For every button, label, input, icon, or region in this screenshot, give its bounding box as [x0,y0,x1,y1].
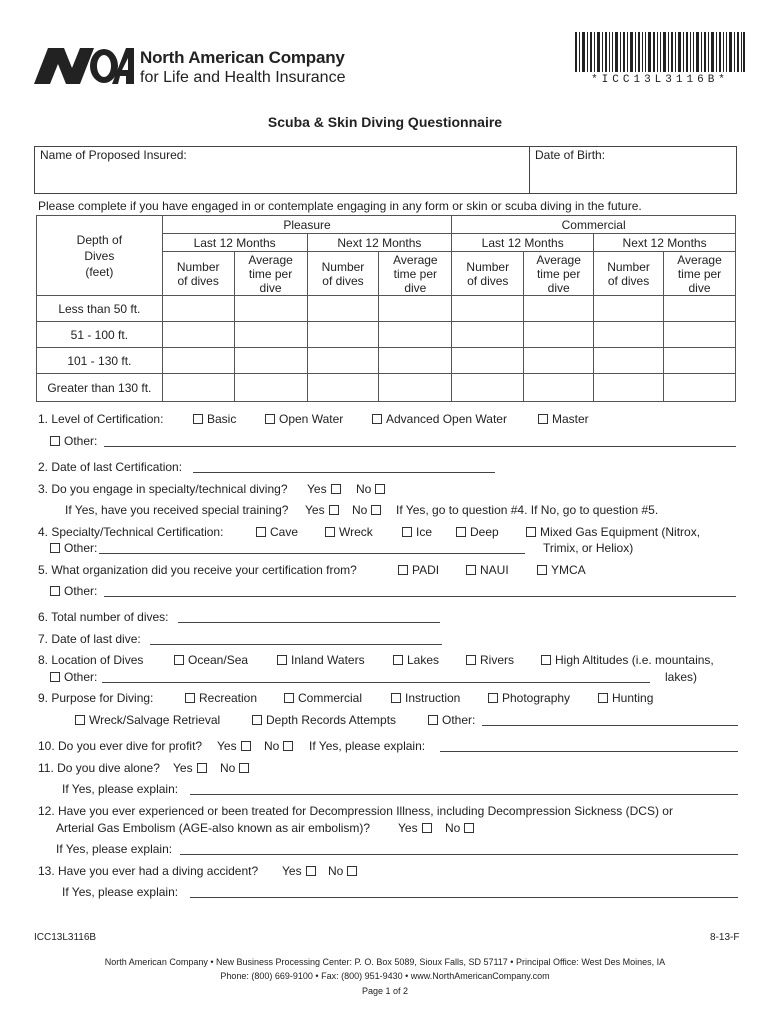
checkbox-icon[interactable] [402,527,412,537]
table-cell[interactable] [452,348,524,374]
q4-other[interactable]: Other: [50,541,97,555]
checkbox-icon[interactable] [598,693,608,703]
table-cell[interactable] [379,296,452,322]
checkbox-icon[interactable] [306,866,316,876]
q8-option-inland[interactable]: Inland Waters [277,653,365,667]
checkbox-icon[interactable] [50,543,60,553]
q12-explain-label: If Yes, please explain: [56,842,173,856]
pleasure-last12-header: Last 12 Months [162,234,307,252]
checkbox-icon[interactable] [456,527,466,537]
q4-option-cave[interactable]: Cave [256,525,298,539]
q7-label: 7. Date of last dive: [38,632,141,646]
q12-no[interactable]: No [445,821,474,835]
checkbox-icon[interactable] [50,586,60,596]
q3-followup-label: If Yes, have you received special training? [65,503,289,517]
q1-other[interactable]: Other: [50,434,97,448]
table-cell[interactable] [379,348,452,374]
table-cell[interactable] [234,348,307,374]
q4-option-deep[interactable]: Deep [456,525,499,539]
form-revision: 8-13-F [710,932,740,943]
checkbox-icon[interactable] [185,693,195,703]
q3-followup-no[interactable]: No [352,503,381,517]
checkbox-icon[interactable] [488,693,498,703]
table-cell[interactable] [452,322,524,348]
commercial-header: Commercial [452,216,736,234]
table-cell[interactable] [307,348,379,374]
q1-label: 1. Level of Certification: [38,412,164,426]
q5-option-naui[interactable]: NAUI [466,563,509,577]
checkbox-icon[interactable] [329,505,339,515]
q9-option-wreck-salvage[interactable]: Wreck/Salvage Retrieval [75,713,220,727]
q10-label: 10. Do you ever dive for profit? [38,739,203,753]
checkbox-icon[interactable] [239,763,249,773]
avg-time-header: Average time per dive [524,252,594,296]
depth-header: Depth of Dives (feet) [37,216,163,296]
table-cell[interactable] [664,374,736,402]
table-cell[interactable] [524,296,594,322]
checkbox-icon[interactable] [277,655,287,665]
table-row-label: 101 - 130 ft. [37,348,163,374]
barcode [575,32,745,72]
table-cell[interactable] [664,322,736,348]
q8-option-altitudes[interactable]: High Altitudes (i.e. mountains, [541,653,714,667]
company-logo [34,46,134,86]
table-cell[interactable] [594,374,664,402]
name-label: Name of Proposed Insured: [40,148,187,162]
table-cell[interactable] [524,322,594,348]
table-cell[interactable] [379,322,452,348]
q6-label: 6. Total number of dives: [38,610,169,624]
q9-other[interactable]: Other: [428,713,475,727]
q4-label: 4. Specialty/Technical Certification: [38,525,224,539]
q8-option-rivers[interactable]: Rivers [466,653,514,667]
table-cell[interactable] [524,348,594,374]
avg-time-header: Average time per dive [234,252,307,296]
q10-no[interactable]: No [264,739,293,753]
box-divider [529,146,530,193]
pleasure-header: Pleasure [162,216,452,234]
table-cell[interactable] [162,296,234,322]
q3-followup-note: If Yes, go to question #4. If No, go to question #5. [396,503,659,517]
dob-field[interactable] [532,164,732,190]
commercial-next12-header: Next 12 Months [594,234,736,252]
checkbox-icon[interactable] [241,741,251,751]
q9-label: 9. Purpose for Diving: [38,691,154,705]
table-cell[interactable] [594,322,664,348]
q8-altitudes-cont: lakes) [665,670,698,684]
table-cell[interactable] [234,322,307,348]
footer-address: North American Company • New Business Processing Center: P. O. Box 5089, Sioux Falls, SD 57117 • Principal Office: West Des Moines, IA [104,957,666,967]
checkbox-icon[interactable] [197,763,207,773]
checkbox-icon[interactable] [256,527,266,537]
checkbox-icon[interactable] [466,565,476,575]
q8-other[interactable]: Other: [50,670,97,684]
table-cell[interactable] [307,374,379,402]
q13-explain-line[interactable] [190,897,738,898]
q4-mixed-gas-cont: Trimix, or Heliox) [543,541,634,555]
table-row-label: 51 - 100 ft. [37,322,163,348]
q11-explain-label: If Yes, please explain: [62,782,179,796]
num-dives-header: Number of dives [594,252,664,296]
num-dives-header: Number of dives [307,252,379,296]
checkbox-icon[interactable] [526,527,536,537]
checkbox-icon[interactable] [325,527,335,537]
checkbox-icon[interactable] [422,823,432,833]
table-cell[interactable] [594,296,664,322]
q5-option-padi[interactable]: PADI [398,563,439,577]
table-cell[interactable] [524,374,594,402]
company-name: North American Company [140,48,345,67]
checkbox-icon[interactable] [538,414,548,424]
table-cell[interactable] [307,322,379,348]
company-subtitle: for Life and Health Insurance [140,69,346,86]
q12-yes[interactable]: Yes [398,821,432,835]
q8-label: 8. Location of Dives [38,653,144,667]
num-dives-header: Number of dives [162,252,234,296]
q5-other-line[interactable] [104,596,736,597]
checkbox-icon[interactable] [466,655,476,665]
q4-other-line[interactable] [99,553,525,554]
checkbox-icon[interactable] [50,672,60,682]
q11-label: 11. Do you dive alone? [38,761,160,775]
intro-text: Please complete if you have engaged in or contemplate engaging in any form or skin or scuba diving in the future. [38,199,642,213]
checkbox-icon[interactable] [428,715,438,725]
q5-label: 5. What organization did you receive your certification from? [38,563,357,577]
checkbox-icon[interactable] [464,823,474,833]
checkbox-icon[interactable] [541,655,551,665]
q10-explain-label: If Yes, please explain: [309,739,426,753]
table-cell[interactable] [234,296,307,322]
checkbox-icon[interactable] [331,484,341,494]
q11-no[interactable]: No [220,761,249,775]
dob-label: Date of Birth: [535,148,606,162]
q13-explain-label: If Yes, please explain: [62,885,179,899]
checkbox-icon[interactable] [372,414,382,424]
checkbox-icon[interactable] [371,505,381,515]
q1-other-line[interactable] [104,446,736,447]
q1-option-basic[interactable]: Basic [193,412,236,426]
pleasure-next12-header: Next 12 Months [307,234,452,252]
table-cell[interactable] [307,296,379,322]
table-cell[interactable] [162,374,234,402]
q1-option-open-water[interactable]: Open Water [265,412,343,426]
checkbox-icon[interactable] [347,866,357,876]
q3-label: 3. Do you engage in specialty/technical diving? [38,482,288,496]
name-field[interactable] [36,164,526,190]
q13-no[interactable]: No [328,864,357,878]
q10-explain-line[interactable] [440,751,738,752]
q10-yes[interactable]: Yes [217,739,251,753]
q3-no[interactable]: No [356,482,385,496]
q9-option-photography[interactable]: Photography [488,691,570,705]
q1-option-master[interactable]: Master [538,412,589,426]
q4-option-ice[interactable]: Ice [402,525,432,539]
q12-line2: Arterial Gas Embolism (AGE-also known as air embolism)? [56,821,371,835]
checkbox-icon[interactable] [252,715,262,725]
table-row-label: Less than 50 ft. [37,296,163,322]
q13-label: 13. Have you ever had a diving accident? [38,864,259,878]
page-number: Page 1 of 2 [361,986,409,996]
table-cell[interactable] [594,348,664,374]
barcode-text: *ICC13L3116B* [591,74,729,86]
checkbox-icon[interactable] [284,693,294,703]
dive-table [36,215,736,402]
q7-line[interactable] [150,644,442,645]
table-cell[interactable] [162,322,234,348]
q1-option-advanced[interactable]: Advanced Open Water [372,412,507,426]
form-id: ICC13L3116B [34,932,97,943]
checkbox-icon[interactable] [393,655,403,665]
q9-option-instruction[interactable]: Instruction [391,691,460,705]
q4-option-mixed-gas[interactable]: Mixed Gas Equipment (Nitrox, [526,525,700,539]
page-title: Scuba & Skin Diving Questionnaire [267,114,503,130]
avg-time-header: Average time per dive [379,252,452,296]
q9-option-recreation[interactable]: Recreation [185,691,257,705]
q8-other-line[interactable] [102,682,650,683]
q3-followup-yes[interactable]: Yes [305,503,339,517]
table-cell[interactable] [162,348,234,374]
q2-label: 2. Date of last Certification: [38,460,183,474]
q3-yes[interactable]: Yes [307,482,341,496]
q9-option-depth-records[interactable]: Depth Records Attempts [252,713,396,727]
q5-option-ymca[interactable]: YMCA [537,563,586,577]
checkbox-icon[interactable] [283,741,293,751]
q9-other-line[interactable] [482,725,738,726]
q9-option-commercial[interactable]: Commercial [284,691,362,705]
checkbox-icon[interactable] [375,484,385,494]
q8-option-lakes[interactable]: Lakes [393,653,439,667]
checkbox-icon[interactable] [265,414,275,424]
table-cell[interactable] [452,374,524,402]
q8-option-ocean[interactable]: Ocean/Sea [174,653,248,667]
q6-line[interactable] [178,622,440,623]
avg-time-header: Average time per dive [664,252,736,296]
table-cell[interactable] [664,348,736,374]
checkbox-icon[interactable] [50,436,60,446]
checkbox-icon[interactable] [174,655,184,665]
q13-yes[interactable]: Yes [282,864,316,878]
checkbox-icon[interactable] [75,715,85,725]
table-cell[interactable] [234,374,307,402]
q12-explain-line[interactable] [180,854,738,855]
q2-line[interactable] [193,472,495,473]
q4-option-wreck[interactable]: Wreck [325,525,373,539]
q5-other[interactable]: Other: [50,584,97,598]
q11-explain-line[interactable] [190,794,738,795]
footer-contact: Phone: (800) 669-9100 • Fax: (800) 951-9430 • www.NorthAmericanCompany.com [220,971,550,981]
checkbox-icon[interactable] [391,693,401,703]
q9-option-hunting[interactable]: Hunting [598,691,653,705]
table-cell[interactable] [452,296,524,322]
checkbox-icon[interactable] [537,565,547,575]
commercial-last12-header: Last 12 Months [452,234,594,252]
checkbox-icon[interactable] [193,414,203,424]
num-dives-header: Number of dives [452,252,524,296]
table-cell[interactable] [379,374,452,402]
table-row-label: Greater than 130 ft. [37,374,163,402]
q11-yes[interactable]: Yes [173,761,207,775]
table-cell[interactable] [664,296,736,322]
checkbox-icon[interactable] [398,565,408,575]
q12-line1: 12. Have you ever experienced or been treated for Decompression Illness, including Decompression Sickness (DCS) or [38,804,673,818]
